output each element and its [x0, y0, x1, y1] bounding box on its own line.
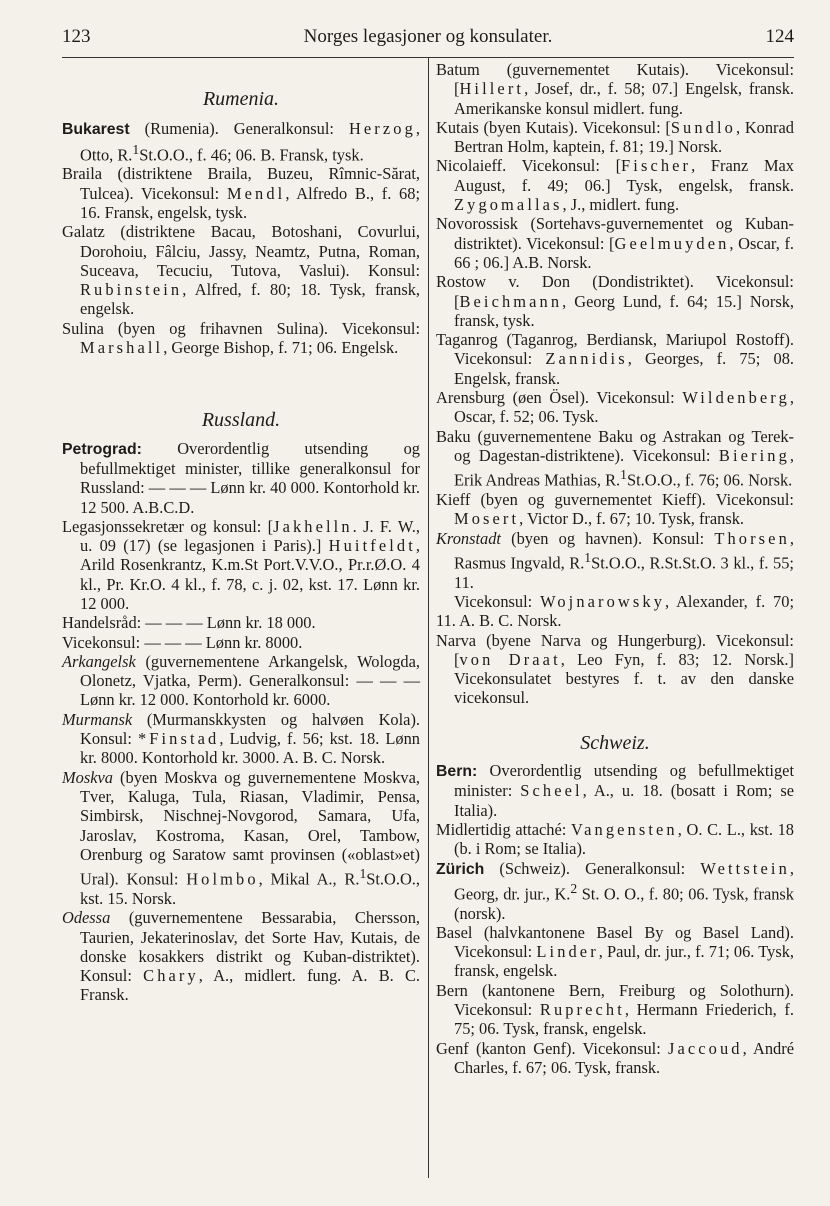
entry-moskva: Moskva (byen Moskva og guvernementene Moskva, Tver, Kaluga, Tula, Riasan, Vladimir, Pensa, Simbirsk, Nischnej-Novgorod, Samara, Ufa, Jaroslav, Kostroma, Kasan, Orel, Tambow, Orenburg og Saratow samt provinsen («oblast»et) Ural). Konsul: Holmbo, Mikal A., R.$^1$St.O.O., kst. 15. Norsk. [62, 767, 420, 908]
person-name: Fischer [621, 156, 692, 176]
entry-basel: Basel (halvkantonene Basel By og Basel Land). Vicekonsul: Linder, Paul, dr. jur., f. 71; 06. Tysk, fransk, engelsk. [436, 922, 794, 981]
city-name: Murmansk [62, 709, 133, 729]
person-name: Biering [718, 445, 790, 465]
entry-baku: Baku (guvernementene Baku og Astrakan og Terek- og Dagestan-distriktene). Vicekonsul: Biering, Erik Andreas Mathias, R.$^1$St.O.O., f. 76; 06. Norsk. [436, 426, 794, 490]
entry-genf: Genf (kanton Genf). Vicekonsul: Jaccoud, André Charles, f. 67; 06. Tysk, fransk. [436, 1038, 794, 1077]
person-name: Chary [143, 966, 199, 986]
person-name: Jaccoud [668, 1038, 743, 1058]
city-name: Zürich [436, 860, 485, 878]
entry-handelsraad: Handelsråd: — — — Lønn kr. 18 000. [62, 613, 316, 633]
column-divider [428, 58, 429, 1178]
section-heading-russland: Russland. [201, 409, 281, 432]
person-name: Wildenberg [682, 388, 790, 408]
entry-odessa: Odessa (guvernementene Bessarabia, Chersson, Taurien, Jekaterinoslav, det Sorte Hav, Kutais, de donske kosakkers distrikt og Kuban-distriktet). Konsul: Chary, A., midlert. fung. A. B. C. Fransk. [62, 908, 420, 1005]
section-heading-rumenia: Rumenia. [202, 88, 280, 110]
person-name: Thorsen [714, 528, 790, 548]
person-name: Huitfeldt [328, 536, 416, 556]
person-name: Mendl [226, 183, 286, 203]
page-number-left: 123 [62, 26, 91, 47]
running-title: Norges legasjoner og konsulater. [303, 26, 553, 47]
entry-nicolaieff: Nicolaieff. Vicekonsul: [Fischer, Franz Max August, f. 49; 06.] Tysk, engelsk, fransk. Zygomallas, J., midlert. fung. [436, 156, 794, 215]
page-header [62, 26, 794, 54]
city-name: Moskva [62, 767, 113, 787]
entry-kutais: Kutais (byen Kutais). Vicekonsul: [Sundlo, Konrad Bertran Holm, kaptein, f. 81; 19.] Norsk. [436, 117, 794, 157]
person-name: Hillert [459, 79, 525, 99]
entry-bern-vicekonsul: Bern (kantonene Bern, Freiburg og Solothurn). Vicekonsul: Ruprecht, Hermann Friederich, f. 75; 06. Tysk, fransk, engelsk. [436, 980, 794, 1039]
person-name: Zygomallas [454, 195, 563, 215]
city-name: Kronstadt [436, 528, 501, 548]
person-name: Rubinstein [80, 280, 183, 300]
entry-kronstadt: Kronstadt (byen og havnen). Konsul: Thorsen, Rasmus Ingvald, R.$^1$St.O.O., R.St.St.O. 3 kl., f. 55; 11. [436, 528, 794, 592]
person-name: Wojnarowsky [540, 591, 666, 611]
person-name: Herzog [348, 119, 416, 139]
entry-taganrog: Taganrog (Taganrog, Berdiansk, Mariupol Rostoff). Vicekonsul: Zannidis, Georges, f. 75; 08. Engelsk, fransk. [436, 330, 794, 388]
entry-murmansk: Murmansk (Murmanskkysten og halvøen Kola). Konsul: *Finstad, Ludvig, f. 56; kst. 18. Lønn kr. 8000. Kontorhold kr. 3000. A. B. C. Norsk. [62, 709, 420, 768]
entry-kronstadt-vicekonsul: Vicekonsul: Wojnarowsky, Alexander, f. 70; 11. A. B. C. Norsk. [436, 591, 794, 631]
person-name: Zannidis [545, 349, 628, 369]
person-name: Jakhelln [273, 516, 353, 536]
entry-braila: Braila (distriktene Braila, Buzeu, Rîmnic-Sărat, Tulcea). Vicekonsul: Mendl, Alfredo B., f. 68; 16. Fransk, engelsk, tysk. [62, 164, 420, 222]
person-name: Holmbo [186, 869, 259, 889]
person-name: Mosert [454, 509, 520, 529]
person-name: Marshall [80, 338, 164, 358]
entry-zurich: Zürich (Schweiz). Generalkonsul: Wettstein, Georg, dr. jur., K.$^2$ St. O. O., f. 80; 06. Tysk, fransk (norsk). [436, 858, 794, 923]
person-name: Wettstein [700, 858, 790, 878]
entry-petrograd: Petrograd: Overordentlig utsending og befullmektiget minister, tillike generalkonsul for Russland: — — — Lønn kr. 40 000. Kontorhold kr. 12 500. A.B.C.D. [62, 438, 420, 517]
entry-galatz: Galatz (distriktene Bacau, Botoshani, Covurlui, Dorohoiu, Fâlciu, Jassy, Neamtz, Putna, Roman, Suceava, Tecuciu, Tutova, Vaslui). Konsul: Rubinstein, Alfred, f. 80; 18. Tysk, fransk, engelsk. [62, 222, 420, 319]
person-name: Vangensten [570, 819, 678, 839]
entry-narva: Narva (byene Narva og Hungerburg). Vicekonsul: [von Draat, Leo Fyn, f. 83; 12. Norsk.] Vicekonsulatet bestyres f. t. av den danske vicekonsul. [436, 630, 794, 708]
person-name: Linder [536, 942, 599, 962]
entry-rostow: Rostow v. Don (Dondistriktet). Vicekonsul: [Beichmann, Georg Lund, f. 64; 15.] Norsk, fransk, tysk. [436, 272, 794, 330]
person-name: Beichmann [459, 291, 563, 311]
entry-kieff: Kieff (byen og guvernementet Kieff). Vicekonsul: Mosert, Victor D., f. 67; 10. Tysk, fransk. [436, 490, 794, 529]
entry-batum: Batum (guvernementet Kutais). Vicekonsul: [Hillert, Josef, dr., f. 58; 07.] Engelsk, fransk. Amerikanske konsul midlert. fung. [436, 60, 794, 118]
left-column [62, 60, 420, 1005]
entry-arensburg: Arensburg (øen Ösel). Vicekonsul: Wildenberg, Oscar, f. 52; 06. Tysk. [436, 388, 794, 427]
entry-legasjonssekretaer: Legasjonssekretær og konsul: [Jakhelln. J. F. W., u. 09 (17) (se legasjonen i Paris).] Huitfeldt, Arild Rosenkrantz, K.m.St Port.V.V.O., Pr.r.Ø.O. 4 kl., Pr. Kr.O. 4 kl., f. 78, c. j. 02, kst. 17. Lønn kr. 12 000. [62, 516, 420, 613]
entry-attache: Midlertidig attaché: Vangensten, O. C. L., kst. 18 (b. i Rom; se Italia). [436, 819, 794, 859]
entry-bukarest: Bukarest (Rumenia). Generalkonsul: Herzog, Otto, R.$^1$St.O.O., f. 46; 06. B. Fransk, tysk. [62, 119, 420, 165]
entry-arkangelsk: Arkangelsk (guvernementene Arkangelsk, Wologda, Olonetz, Vjatka, Perm). Generalkonsul: — — — Lønn kr. 12 000. Kontorhold kr. 6000. [62, 651, 420, 710]
city-name: Bukarest [62, 121, 130, 139]
entry-vicekonsul: Vicekonsul: — — — Lønn kr. 8000. [62, 632, 303, 652]
entry-sulina: Sulina (byen og frihavnen Sulina). Vicekonsul: Marshall, George Bishop, f. 71; 06. Engelsk. [62, 318, 420, 358]
person-name: Sundlo [670, 117, 736, 137]
right-column [436, 60, 794, 1077]
person-name: Ruprecht [539, 1000, 625, 1020]
entry-bern: Bern: Overordentlig utsending og befullmektiget minister: Scheel, A., u. 18. (bosatt i Rom; se Italia). [436, 761, 794, 820]
person-name: Scheel [520, 781, 583, 801]
city-name: Odessa [62, 908, 111, 928]
entry-novorossisk: Novorossisk (Sortehavs-guvernementet og Kuban-distriktet). Vicekonsul: [Geelmuyden, Oscar, f. 66 ; 06.] A.B. Norsk. [436, 214, 794, 272]
section-heading-schweiz: Schweiz. [580, 731, 650, 754]
city-name: Bern: [436, 763, 478, 781]
person-name: Geelmuyden [614, 233, 730, 253]
city-name: Petrograd: [62, 440, 142, 458]
city-name: Arkangelsk [62, 651, 136, 671]
page-number-right: 124 [765, 26, 794, 47]
person-name: *Finstad [137, 729, 220, 749]
person-name: von Draat [459, 649, 561, 669]
